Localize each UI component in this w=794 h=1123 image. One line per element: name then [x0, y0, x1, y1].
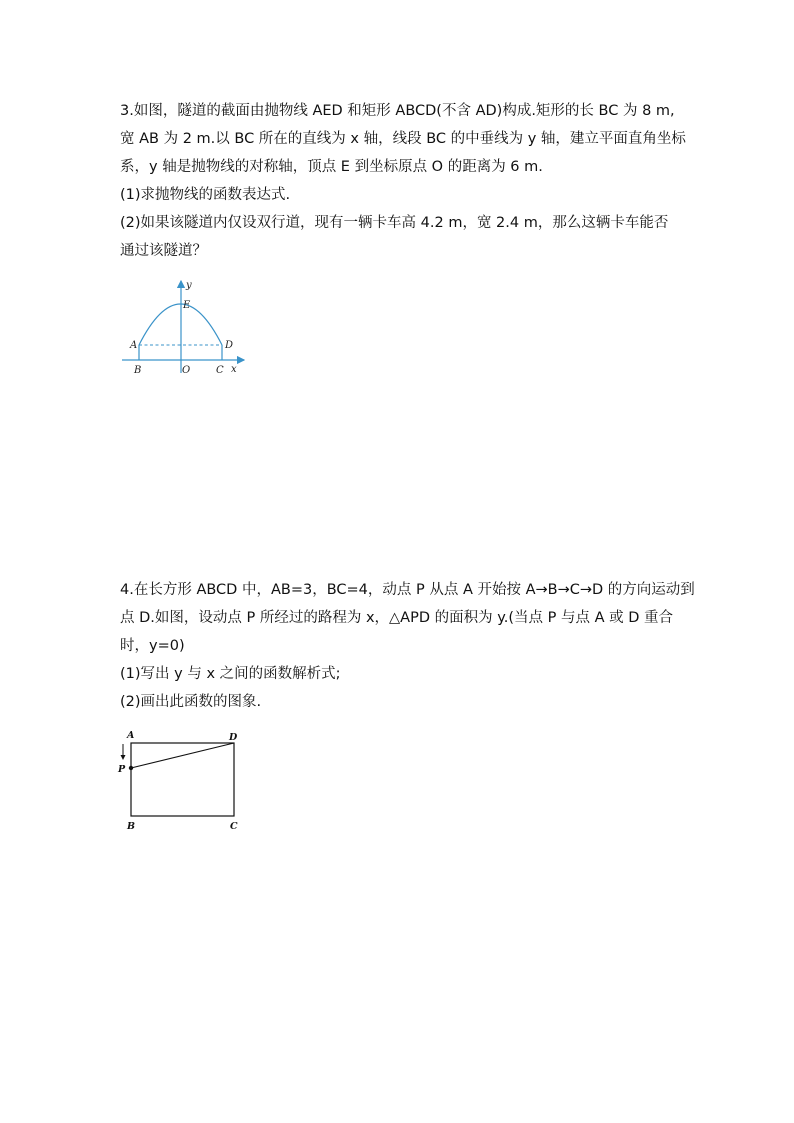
label-p: P: [118, 764, 126, 775]
problem-4: [120, 580, 700, 720]
label-c: C: [216, 365, 224, 376]
problem-3-line: 系，y 轴是抛物线的对称轴，顶点 E 到坐标原点 O 的距离为 6 m.: [120, 159, 543, 175]
label-x: x: [231, 364, 237, 375]
rectangle-diagram: [116, 727, 246, 833]
problem-3: [120, 101, 700, 269]
label-d: D: [225, 340, 234, 351]
segment-pd: [131, 743, 234, 768]
label-a: A: [130, 340, 138, 351]
label-o: O: [182, 365, 191, 376]
label-a: A: [127, 730, 135, 741]
problem-4-line: 时，y=0): [120, 638, 185, 654]
problem-4-question-2: (2)画出此函数的图象.: [120, 694, 262, 710]
label-b: B: [134, 365, 142, 376]
label-b: B: [127, 821, 136, 832]
problem-4-question-1: (1)写出 y 与 x 之间的函数解析式;: [120, 666, 341, 682]
point-p: [129, 766, 133, 770]
problem-4-line: 4.在长方形 ABCD 中，AB=3，BC=4，动点 P 从点 A 开始按 A→B→C→D 的方向运动到: [120, 582, 695, 598]
label-y: y: [186, 280, 192, 291]
problem-3-line: 3.如图，隧道的截面由抛物线 AED 和矩形 ABCD(不含 AD)构成.矩形的长 BC 为 8 m,: [120, 103, 675, 119]
problem-3-question-2: (2)如果该隧道内仅设双行道，现有一辆卡车高 4.2 m，宽 2.4 m，那么这辆卡车能否: [120, 215, 669, 231]
problem-4-line: 点 D.如图，设动点 P 所经过的路程为 x，△APD 的面积为 y.(当点 P 与点 A 或 D 重合: [120, 610, 673, 626]
problem-3-line: 通过该隧道？: [120, 243, 207, 259]
label-e: E: [183, 300, 191, 311]
tunnel-diagram: [118, 277, 250, 377]
problem-3-line: 宽 AB 为 2 m.以 BC 所在的直线为 x 轴，线段 BC 的中垂线为 y 轴，建立平面直角坐标: [120, 131, 686, 147]
rectangle-abcd: [131, 743, 234, 816]
label-d: D: [229, 732, 238, 743]
direction-arrow-head: [121, 755, 126, 760]
label-c: C: [230, 821, 238, 832]
problem-3-question-1: (1)求抛物线的函数表达式.: [120, 187, 291, 203]
